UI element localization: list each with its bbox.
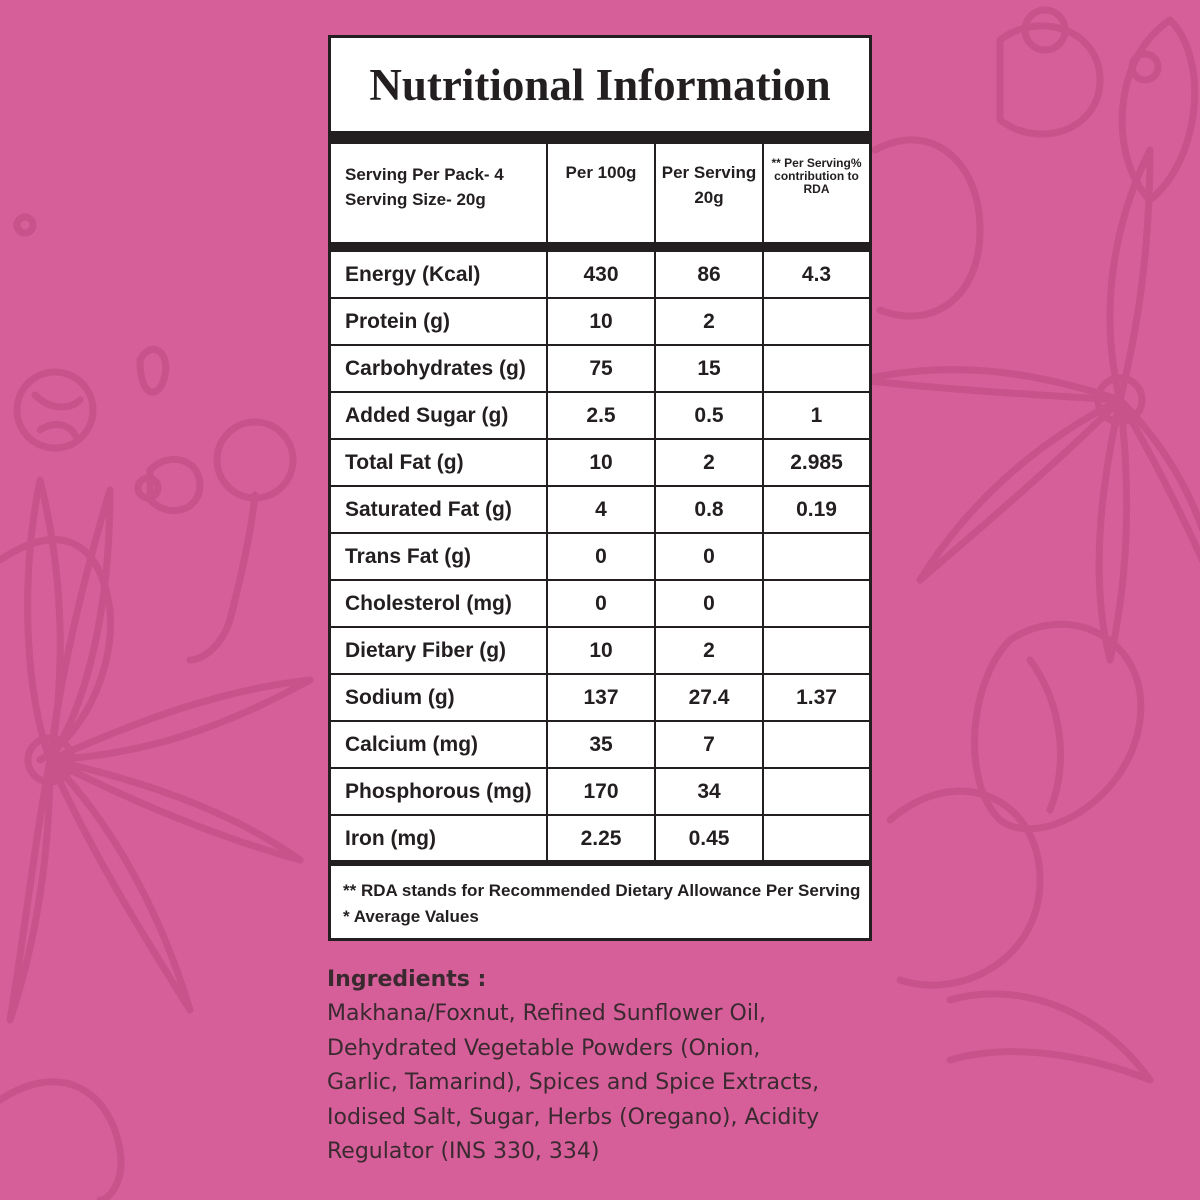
table-row [331, 439, 869, 486]
per-100g-value: 0 [547, 533, 655, 580]
rda-value [763, 815, 869, 861]
nutrition-facts-panel [328, 35, 872, 941]
ingredients-title: Ingredients : [327, 967, 487, 992]
rda-header-line: RDA [803, 182, 830, 196]
nutrient-name: Saturated Fat (g) [331, 486, 547, 533]
ingredients-line: Garlic, Tamarind), Spices and Spice Extracts, [327, 1070, 820, 1095]
per-serving-value: 15 [655, 345, 763, 392]
cardamom-icon [975, 20, 1195, 829]
nutrient-name: Total Fat (g) [331, 439, 547, 486]
footnotes [343, 878, 863, 930]
per-100g-value: 2.25 [547, 815, 655, 861]
nutrient-name: Phosphorous (mg) [331, 768, 547, 815]
ingredients-section [327, 963, 887, 1170]
nutrient-name: Trans Fat (g) [331, 533, 547, 580]
rda-value [763, 298, 869, 345]
table-row [331, 251, 869, 298]
per-serving-header-line: Per Serving [661, 163, 757, 182]
per-100g-value: 0 [547, 580, 655, 627]
rda-value: 1.37 [763, 674, 869, 721]
table-row [331, 345, 869, 392]
average-values-footnote: * Average Values [343, 907, 479, 926]
per-serving-value: 2 [655, 298, 763, 345]
serving-size: Serving Size- 20g [345, 190, 486, 209]
per-100g-value: 35 [547, 721, 655, 768]
per-100g-value: 137 [547, 674, 655, 721]
table-row [331, 392, 869, 439]
nutrient-name: Energy (Kcal) [331, 251, 547, 298]
table-row [331, 533, 869, 580]
per-serving-value: 0.45 [655, 815, 763, 861]
title-divider [331, 131, 869, 144]
serving-info-header [331, 144, 547, 243]
rda-header-line: contribution to [774, 169, 859, 183]
table-header-row [331, 144, 869, 243]
rda-value [763, 721, 869, 768]
rda-value: 1 [763, 392, 869, 439]
per-serving-value: 34 [655, 768, 763, 815]
ingredients-line: Regulator (INS 330, 334) [327, 1139, 600, 1164]
nutrient-name: Added Sugar (g) [331, 392, 547, 439]
footer-divider [331, 860, 869, 866]
ingredients-line: Iodised Salt, Sugar, Herbs (Oregano), Acidity [327, 1104, 820, 1130]
per-100g-value: 10 [547, 298, 655, 345]
table-row [331, 627, 869, 674]
per-100g-header: Per 100g [547, 144, 655, 243]
per-serving-value: 7 [655, 721, 763, 768]
per-100g-value: 170 [547, 768, 655, 815]
per-100g-value: 430 [547, 251, 655, 298]
star-anise-icon [860, 150, 1200, 660]
nutrient-name: Sodium (g) [331, 674, 547, 721]
per-serving-value: 2 [655, 439, 763, 486]
nutrient-name: Carbohydrates (g) [331, 345, 547, 392]
nutrient-name: Calcium (mg) [331, 721, 547, 768]
rda-footnote: ** RDA stands for Recommended Dietary Allowance Per Serving [343, 881, 861, 900]
ingredients-text [327, 997, 887, 1170]
rda-value [763, 533, 869, 580]
nutrient-name: Dietary Fiber (g) [331, 627, 547, 674]
rda-value [763, 627, 869, 674]
per-100g-value: 10 [547, 439, 655, 486]
nutrition-title: Nutritional Information [369, 59, 831, 110]
rda-value: 0.19 [763, 486, 869, 533]
nutrient-name: Cholesterol (mg) [331, 580, 547, 627]
table-row [331, 580, 869, 627]
table-row [331, 815, 869, 861]
table-row [331, 298, 869, 345]
per-serving-value: 0 [655, 580, 763, 627]
table-row [331, 486, 869, 533]
per-serving-header-line: 20g [694, 188, 724, 207]
rda-value [763, 345, 869, 392]
serving-per-pack: Serving Per Pack- 4 [345, 165, 504, 184]
nutrient-name: Iron (mg) [331, 815, 547, 861]
nutrient-name: Protein (g) [331, 298, 547, 345]
ingredients-line: Makhana/Foxnut, Refined Sunflower Oil, [327, 1001, 767, 1026]
ingredients-line: Dehydrated Vegetable Powders (Onion, [327, 1035, 761, 1061]
per-serving-value: 0 [655, 533, 763, 580]
rda-value [763, 580, 869, 627]
per-serving-value: 0.8 [655, 486, 763, 533]
rda-value: 4.3 [763, 251, 869, 298]
table-row [331, 768, 869, 815]
rda-header [763, 144, 869, 243]
per-100g-value: 4 [547, 486, 655, 533]
per-100g-value: 2.5 [547, 392, 655, 439]
rda-header-line: ** Per Serving% [771, 156, 862, 170]
rda-value: 2.985 [763, 439, 869, 486]
rda-value [763, 768, 869, 815]
per-100g-value: 10 [547, 627, 655, 674]
per-serving-value: 27.4 [655, 674, 763, 721]
table-row [331, 721, 869, 768]
table-row [331, 674, 869, 721]
nutrition-table [331, 144, 869, 861]
per-serving-header [655, 144, 763, 243]
header-divider [331, 243, 869, 251]
per-serving-value: 2 [655, 627, 763, 674]
per-serving-value: 0.5 [655, 392, 763, 439]
per-serving-value: 86 [655, 251, 763, 298]
per-100g-value: 75 [547, 345, 655, 392]
